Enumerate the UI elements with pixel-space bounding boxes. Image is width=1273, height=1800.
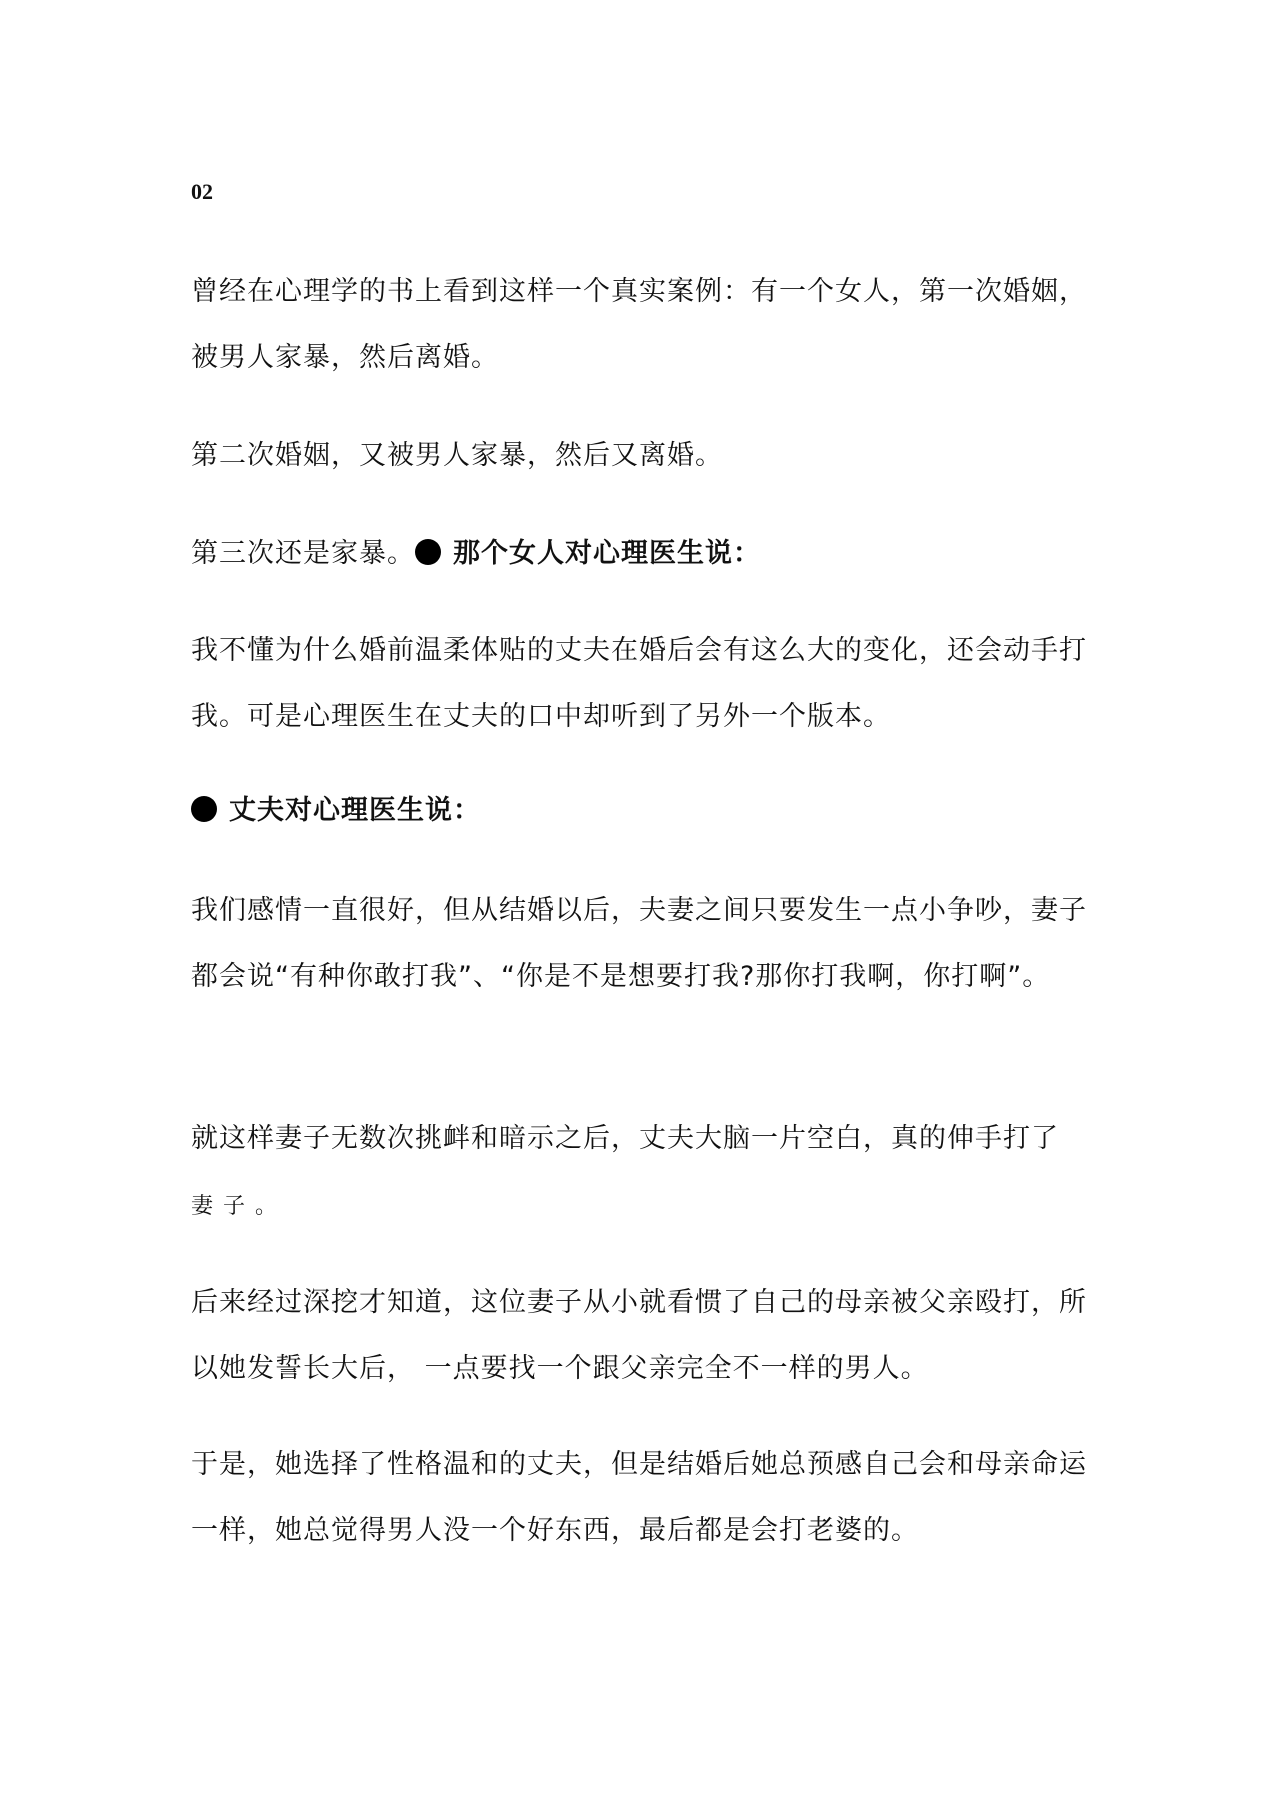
- paragraph-5-bold: 丈夫对心理医生说：: [229, 795, 481, 826]
- paragraph-3: [191, 521, 1091, 587]
- paragraph-3-text: 第三次还是家暴。: [191, 538, 415, 569]
- paragraph-2: 第二次婚姻，又被男人家暴，然后又离婚。: [191, 440, 723, 471]
- paragraph-6: 我们感情一直很好，但从结婚以后，夫妻之间只要发生一点小争吵，妻子都会说“有种你敢打我”、“你是不是想要打我?那你打我啊，你打啊”。: [191, 895, 1087, 992]
- paragraph-1: 曾经在心理学的书上看到这样一个真实案例：有一个女人，第一次婚姻，被男人家暴，然后离婚。: [191, 276, 1087, 373]
- paragraph-8: 后来经过深挖才知道，这位妻子从小就看惯了自己的母亲被父亲殴打，所以她发誓长大后， 一点要找一个跟父亲完全不一样的男人。: [191, 1287, 1087, 1384]
- paragraph-9: 于是，她选择了性格温和的丈夫，但是结婚后她总预感自己会和母亲命运一样，她总觉得男人没一个好东西，最后都是会打老婆的。: [191, 1449, 1087, 1546]
- paragraph-4: 我不懂为什么婚前温柔体贴的丈夫在婚后会有这么大的变化，还会动手打我。可是心理医生在丈夫的口中却听到了另外一个版本。: [191, 635, 1087, 732]
- paragraph-3-bold: 那个女人对心理医生说：: [453, 538, 761, 569]
- paragraph-5: [191, 778, 1091, 844]
- paragraph-7-tail: 妻子。: [191, 1194, 288, 1219]
- paragraph-7-main: 就这样妻子无数次挑衅和暗示之后，丈夫大脑一片空白，真的伸手打了: [191, 1123, 1059, 1154]
- black-circle-icon: [191, 796, 217, 822]
- paragraph-7: [191, 1106, 1091, 1240]
- section-number: 02: [191, 179, 213, 204]
- black-circle-icon: [415, 539, 441, 565]
